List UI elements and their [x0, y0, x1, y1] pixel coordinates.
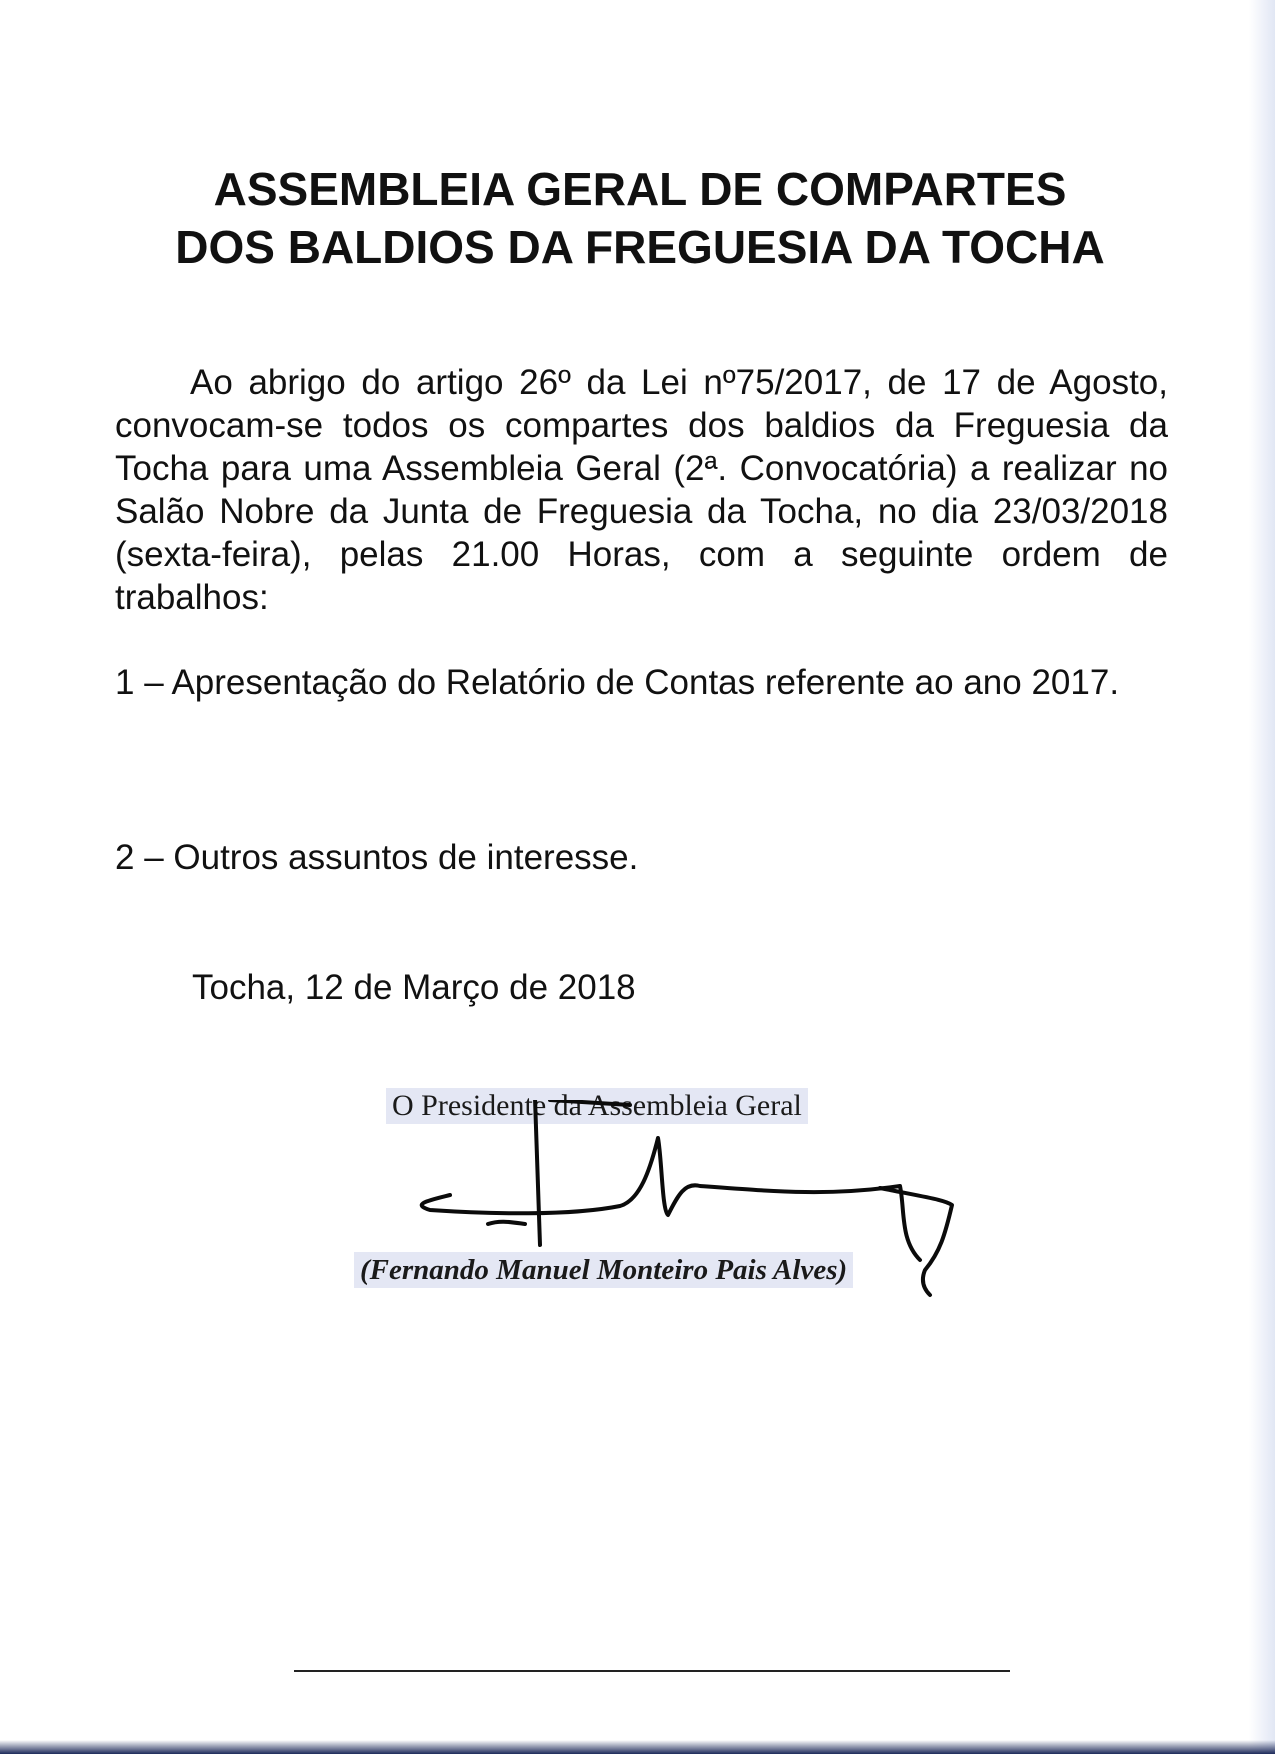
agenda-item-2: 2 – Outros assuntos de interesse.: [115, 838, 639, 877]
document-title: [120, 160, 1160, 276]
intro-paragraph: Ao abrigo do artigo 26º da Lei nº75/2017, de 17 de Agosto, convocam-se todos os compartes dos baldios da Freguesia da Tocha para uma Assembleia Geral (2ª. Convocatória) a realizar no Salão Nobre da Junta de Freguesia da Tocha, no dia 23/03/2018 (sexta-feira), pelas 21.00 Horas, com a seguinte ordem de trabalhos:: [115, 363, 1168, 617]
title-line-1: ASSEMBLEIA GERAL DE COMPARTES: [213, 163, 1067, 215]
place-and-date: Tocha, 12 de Março de 2018: [192, 968, 636, 1007]
agenda-item-1: 1 – Apresentação do Relatório de Contas referente ao ano 2017.: [115, 663, 1120, 702]
title-line-2: DOS BALDIOS DA FREGUESIA DA TOCHA: [175, 221, 1105, 273]
signatory-name: (Fernando Manuel Monteiro Pais Alves): [354, 1252, 853, 1288]
bottom-rule: [294, 1670, 1010, 1672]
scan-edge-bottom: [0, 1740, 1275, 1754]
signatory-title: O Presidente da Assembleia Geral: [386, 1088, 808, 1124]
scan-edge-right: [1249, 0, 1275, 1754]
